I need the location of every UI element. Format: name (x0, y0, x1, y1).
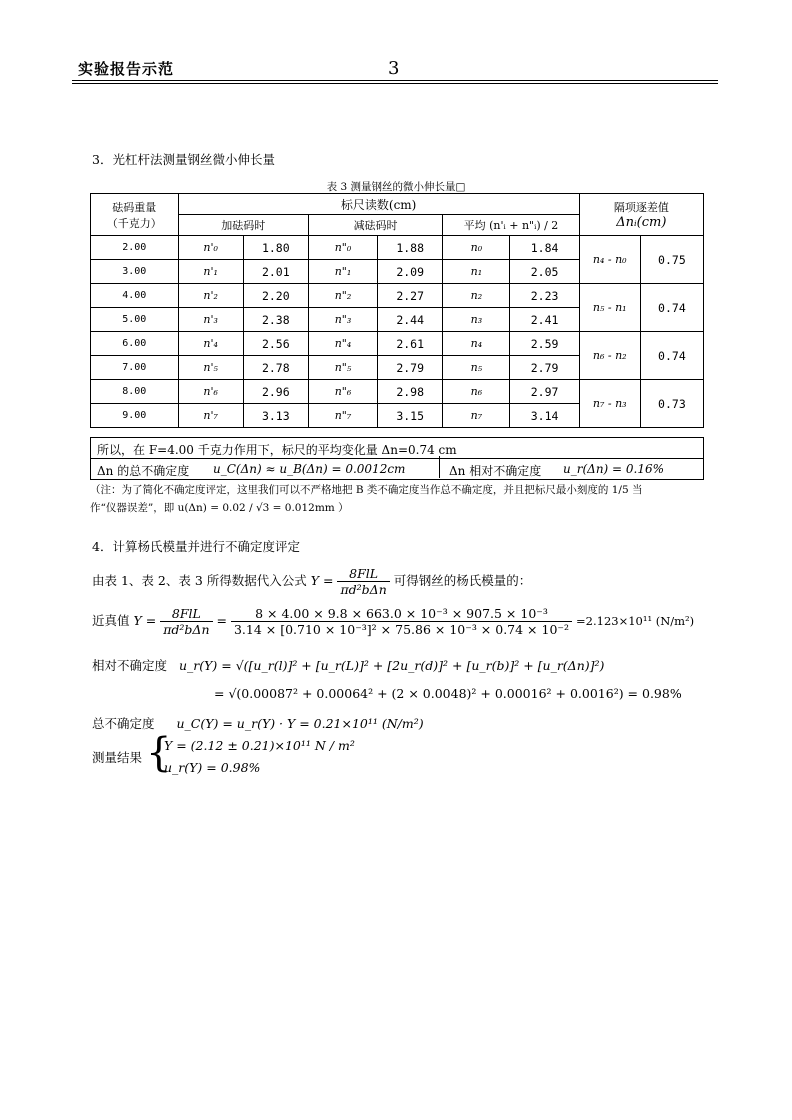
summary-uncertainty-row (90, 458, 704, 480)
remove-symbol-cell: n"₁ (308, 260, 377, 284)
diff-value-cell: 0.74 (640, 332, 703, 380)
avg-symbol-cell: n₀ (443, 236, 510, 260)
add-value-cell: 3.13 (243, 404, 308, 428)
add-value-cell: 2.01 (243, 260, 308, 284)
remove-symbol-cell: n"₅ (308, 356, 377, 380)
remove-value-cell: 2.79 (378, 356, 443, 380)
add-symbol-cell: n'₀ (178, 236, 243, 260)
avg-symbol-cell: n₁ (443, 260, 510, 284)
avg-value-cell: 3.14 (510, 404, 579, 428)
add-value-cell: 2.20 (243, 284, 308, 308)
remove-weight-header: 减砝码时 (308, 215, 442, 236)
add-value-cell: 2.96 (243, 380, 308, 404)
total-uncertainty-formula: u_C(Δn) ≈ u_B(Δn) = 0.0012cm (213, 462, 406, 476)
weight-cell: 6.00 (91, 332, 179, 356)
table-row (91, 332, 704, 356)
average-header: 平均 (n'ᵢ + n"ᵢ) / 2 (443, 215, 579, 236)
summary-average-row (90, 437, 704, 459)
avg-value-cell: 2.79 (510, 356, 579, 380)
formula-relative-values: = √(0.00087² + 0.00064² + (2 × 0.0048)² + 0.00016² + 0.0016²) = 0.98% (214, 686, 682, 701)
add-symbol-cell: n'₁ (178, 260, 243, 284)
add-weight-header: 加砝码时 (178, 215, 308, 236)
diff-header: 隔项逐差值 Δnᵢ(cm) (579, 194, 703, 236)
avg-symbol-cell: n₇ (443, 404, 510, 428)
add-symbol-cell: n'₂ (178, 284, 243, 308)
remove-symbol-cell: n"₃ (308, 308, 377, 332)
report-header-title: 实验报告示范 (78, 60, 175, 78)
avg-value-cell: 2.05 (510, 260, 579, 284)
measurement-table (90, 193, 704, 428)
remove-symbol-cell: n"₄ (308, 332, 377, 356)
add-symbol-cell: n'₇ (178, 404, 243, 428)
weight-cell: 9.00 (91, 404, 179, 428)
remove-symbol-cell: n"₂ (308, 284, 377, 308)
header-rule (72, 80, 718, 81)
table-note (90, 481, 710, 517)
diff-label-cell: n₄ - n₀ (579, 236, 640, 284)
avg-symbol-cell: n₂ (443, 284, 510, 308)
result-line-1: Y = (2.12 ± 0.21)×10¹¹ N / m² (164, 738, 355, 753)
remove-symbol-cell: n"₇ (308, 404, 377, 428)
diff-label-cell: n₅ - n₁ (579, 284, 640, 332)
weight-cell: 2.00 (91, 236, 179, 260)
diff-label-cell: n₇ - n₃ (579, 380, 640, 428)
remove-symbol-cell: n"₀ (308, 236, 377, 260)
weight-header: 砝码重量 （千克力） (91, 194, 179, 236)
add-value-cell: 2.38 (243, 308, 308, 332)
summary-divider (439, 456, 440, 478)
avg-value-cell: 2.97 (510, 380, 579, 404)
avg-value-cell: 1.84 (510, 236, 579, 260)
weight-cell: 7.00 (91, 356, 179, 380)
result-label: 测量结果 (92, 750, 143, 765)
diff-value-cell: 0.74 (640, 284, 703, 332)
formula-intro: 由表 1、表 2、表 3 所得数据代入公式 Y = $\frac{\text{8FlL}}{\text{πd²bΔn}}$ 可得钢丝的杨氏模量的： (92, 566, 532, 597)
summary-average-text: 所以，在 F=4.00 千克力作用下，标尺的平均变化量 Δn=0.74 cm (97, 443, 457, 457)
weight-cell: 4.00 (91, 284, 179, 308)
section-3-title: 3．光杠杆法测量钢丝微小伸长量 (92, 152, 275, 167)
remove-symbol-cell: n"₆ (308, 380, 377, 404)
formula-relative: 相对不确定度 u_r(Y) = √([u_r(l)]² + [u_r(L)]² + [2u_r(d)]² + [u_r(b)]² + [u_r(Δn)]²) (92, 658, 605, 673)
avg-value-cell: 2.59 (510, 332, 579, 356)
add-value-cell: 1.80 (243, 236, 308, 260)
weight-cell: 3.00 (91, 260, 179, 284)
total-uncertainty-label: Δn 的总不确定度 (97, 464, 190, 478)
table-row (91, 284, 704, 308)
formula-approx: 近真值 Y = $\frac{\text{8FlL}}{\text{πd²bΔn}}$ = $\frac{\text{8 × 4.00 × 9.8 × 663.0 × 10⁻³ × 907.5 × 10⁻³}}{\text{3.14 × [0.710 × 10⁻³]² × 75.86 × 10⁻³ × 0.74 × 10⁻²}}$ =2.123×10¹¹ (N/m²) (92, 606, 695, 637)
remove-value-cell: 2.44 (378, 308, 443, 332)
add-symbol-cell: n'₄ (178, 332, 243, 356)
page-number: 3 (388, 58, 400, 79)
result-brace: { (146, 730, 172, 776)
section-4-title: 4．计算杨氏模量并进行不确定度评定 (92, 539, 300, 554)
diff-label-cell: n₆ - n₂ (579, 332, 640, 380)
table-caption: 表 3 测量钢丝的微小伸长量□ (326, 181, 466, 193)
weight-cell: 8.00 (91, 380, 179, 404)
remove-value-cell: 2.27 (378, 284, 443, 308)
remove-value-cell: 2.61 (378, 332, 443, 356)
result-line-2: u_r(Y) = 0.98% (164, 760, 261, 775)
note-line-1: （注：为了简化不确定度评定，这里我们可以不严格地把 B 类不确定度当作总不确定度，并且把标尺最小刻度的 1/5 当 (90, 484, 643, 496)
diff-value-cell: 0.75 (640, 236, 703, 284)
remove-value-cell: 2.98 (378, 380, 443, 404)
add-value-cell: 2.78 (243, 356, 308, 380)
note-line-2: 作“仪器误差”，即 u(Δn) = 0.02 / √3 = 0.012mm ） (90, 502, 349, 514)
weight-cell: 5.00 (91, 308, 179, 332)
formula-total: 总不确定度 u_C(Y) = u_r(Y) · Y = 0.21×10¹¹ (N/m²) (92, 716, 424, 731)
avg-symbol-cell: n₆ (443, 380, 510, 404)
remove-value-cell: 2.09 (378, 260, 443, 284)
add-symbol-cell: n'₃ (178, 308, 243, 332)
add-symbol-cell: n'₅ (178, 356, 243, 380)
avg-symbol-cell: n₄ (443, 332, 510, 356)
remove-value-cell: 3.15 (378, 404, 443, 428)
avg-symbol-cell: n₃ (443, 308, 510, 332)
table-row (91, 236, 704, 260)
relative-uncertainty-formula: u_r(Δn) = 0.16% (563, 462, 665, 476)
avg-symbol-cell: n₅ (443, 356, 510, 380)
avg-value-cell: 2.23 (510, 284, 579, 308)
remove-value-cell: 1.88 (378, 236, 443, 260)
diff-value-cell: 0.73 (640, 380, 703, 428)
add-value-cell: 2.56 (243, 332, 308, 356)
avg-value-cell: 2.41 (510, 308, 579, 332)
table-row (91, 380, 704, 404)
add-symbol-cell: n'₆ (178, 380, 243, 404)
header-rule-thin (72, 83, 718, 84)
relative-uncertainty-label: Δn 相对不确定度 (449, 464, 542, 478)
reading-header: 标尺读数(cm) (178, 194, 579, 215)
